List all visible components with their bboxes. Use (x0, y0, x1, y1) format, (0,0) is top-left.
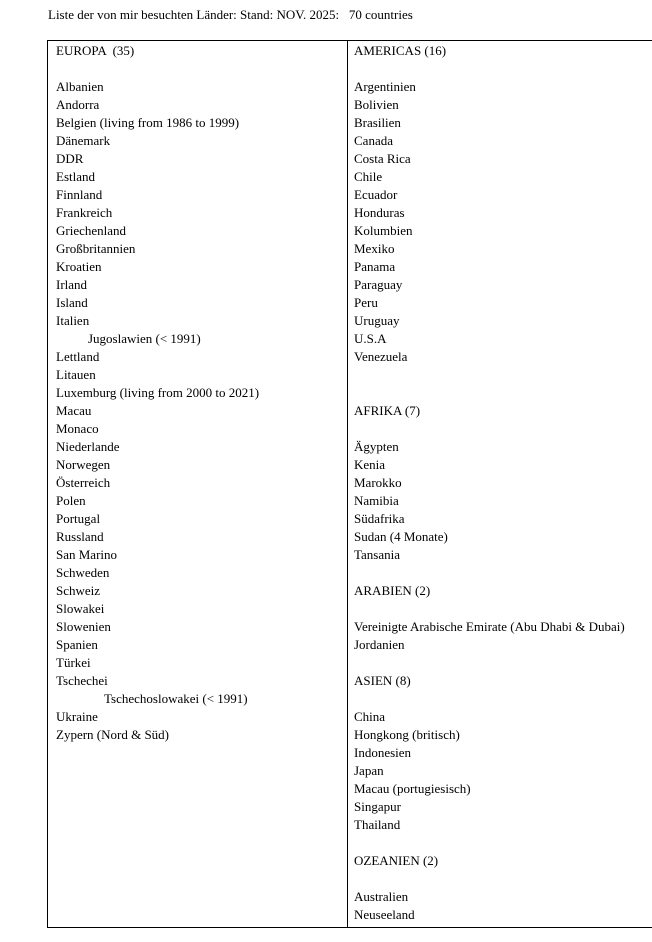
country-item: Mexiko (354, 241, 395, 256)
country-item: Ecuador (354, 187, 398, 202)
country-item: Kenia (354, 457, 386, 472)
country-item: Slowakei (56, 601, 105, 616)
country-item: Marokko (354, 475, 402, 490)
country-item: U.S.A (354, 331, 387, 346)
oceania-heading: OZEANIEN (2) (354, 853, 439, 868)
country-item: Südafrika (354, 511, 405, 526)
asia-heading: ASIEN (8) (354, 673, 411, 688)
country-item: Türkei (56, 655, 91, 670)
country-item: Brasilien (354, 115, 401, 130)
country-item: Canada (354, 133, 393, 148)
country-item: Dänemark (56, 133, 111, 148)
country-item: Chile (354, 169, 383, 184)
country-item: Singapur (354, 799, 401, 814)
country-item: Namibia (354, 493, 399, 508)
country-item: Jordanien (354, 637, 405, 652)
country-item: Schweiz (56, 583, 101, 598)
country-item: Vereinigte Arabische Emirate (Abu Dhabi & Dubai) (354, 619, 625, 634)
country-item: DDR (56, 151, 84, 166)
country-item: Costa Rica (354, 151, 411, 166)
africa-heading: AFRIKA (7) (354, 403, 421, 418)
country-item: Niederlande (56, 439, 120, 454)
arabia-heading: ARABIEN (2) (354, 583, 431, 598)
country-item: Indonesien (354, 745, 412, 760)
country-item: Tansania (354, 547, 401, 562)
country-item: Kolumbien (354, 223, 413, 238)
country-item: Japan (354, 763, 384, 778)
country-item: Litauen (56, 367, 96, 382)
country-item: Bolivien (354, 97, 399, 112)
country-item: Albanien (56, 79, 104, 94)
country-item: Hongkong (britisch) (354, 727, 460, 742)
country-item-historic: Jugoslawien (< 1991) (88, 331, 201, 346)
country-item: Paraguay (354, 277, 403, 292)
country-item: Spanien (56, 637, 98, 652)
country-item: Portugal (56, 511, 101, 526)
country-item: Zypern (Nord & Süd) (56, 727, 170, 742)
country-item: Italien (56, 313, 90, 328)
country-item: Belgien (living from 1986 to 1999) (56, 115, 240, 130)
country-item: Norwegen (56, 457, 111, 472)
country-item: Neuseeland (354, 907, 415, 922)
country-item: Schweden (56, 565, 110, 580)
country-item: Honduras (354, 205, 405, 220)
country-item: Slowenien (56, 619, 111, 634)
country-item: Island (56, 295, 88, 310)
country-item: Venezuela (354, 349, 408, 364)
country-item: Großbritannien (56, 241, 136, 256)
country-item: Argentinien (354, 79, 416, 94)
country-item: Macau (56, 403, 92, 418)
countries-table (47, 40, 652, 928)
country-item: Griechenland (56, 223, 127, 238)
other-regions-column (348, 41, 652, 927)
country-item: Polen (56, 493, 86, 508)
country-item: Panama (354, 259, 396, 274)
country-item: Estland (56, 169, 95, 184)
country-item: Luxemburg (living from 2000 to 2021) (56, 385, 260, 400)
country-item: Frankreich (56, 205, 113, 220)
country-item: Russland (56, 529, 104, 544)
americas-heading: AMERICAS (16) (354, 43, 447, 58)
country-item: Uruguay (354, 313, 400, 328)
country-item: Tschechei (56, 673, 108, 688)
country-item: San Marino (56, 547, 118, 562)
country-item: Australien (354, 889, 409, 904)
page-title: Liste der von mir besuchten Länder: Stand: NOV. 2025: 70 countries (48, 7, 413, 22)
country-item: Macau (portugiesisch) (354, 781, 471, 796)
country-item: Kroatien (56, 259, 102, 274)
country-item: Thailand (354, 817, 401, 832)
europe-column (48, 41, 348, 927)
europe-heading: EUROPA (35) (56, 43, 135, 58)
country-item: Ägypten (354, 439, 399, 454)
country-item: Finnland (56, 187, 103, 202)
country-item: Andorra (56, 97, 100, 112)
country-item: Sudan (4 Monate) (354, 529, 448, 544)
country-item: Lettland (56, 349, 100, 364)
country-item: Irland (56, 277, 88, 292)
country-item: Ukraine (56, 709, 98, 724)
country-item: Peru (354, 295, 378, 310)
country-item: Österreich (56, 475, 111, 490)
country-item: Monaco (56, 421, 99, 436)
country-item-historic: Tschechoslowakei (< 1991) (104, 691, 248, 706)
country-item: China (354, 709, 386, 724)
